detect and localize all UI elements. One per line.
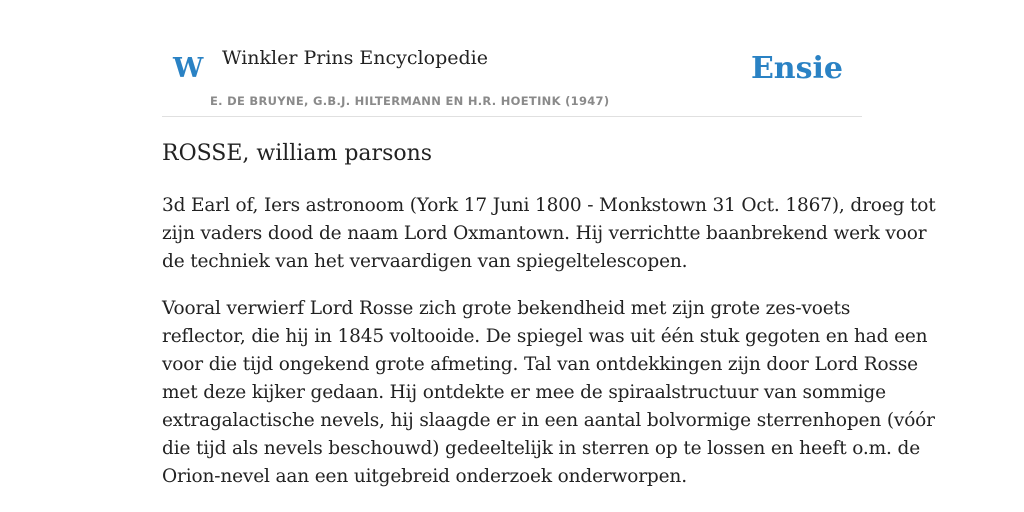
paragraph-line: Vooral verwierf Lord Rosse zich grote bekendheid met zijn grote zes-voets — [162, 298, 851, 319]
paragraph-line: de techniek van het vervaardigen van spiegeltelescopen. — [162, 251, 688, 272]
entry-paragraph-2 — [162, 295, 935, 491]
ensie-brand-logo[interactable]: Ensie — [750, 51, 843, 86]
source-title[interactable]: Winkler Prins Encyclopedie — [222, 47, 488, 69]
paragraph-line: reflector, die hij in 1845 voltooide. De spiegel was uit één stuk gegoten en had een — [162, 326, 928, 347]
source-header — [162, 0, 862, 117]
entry-title: ROSSE, william parsons — [162, 141, 433, 166]
paragraph-line: voor die tijd ongekend grote afmeting. Tal van ontdekkingen zijn door Lord Rosse — [162, 354, 918, 375]
paragraph-line: met deze kijker gedaan. Hij ontdekte er mee de spiraalstructuur van sommige — [162, 382, 886, 403]
entry-paragraph-1 — [162, 192, 936, 276]
paragraph-line: Orion-nevel aan een uitgebreid onderzoek onderworpen. — [162, 466, 687, 487]
winkler-prins-logo[interactable]: W — [173, 53, 204, 84]
paragraph-line: 3d Earl of, Iers astronoom (York 17 Juni 1800 - Monkstown 31 Oct. 1867), droeg tot — [162, 195, 936, 216]
paragraph-line: die tijd als nevels beschouwd) gedeeltelijk in sterren op te lossen en heeft o.m. de — [162, 438, 920, 459]
entry-body — [162, 192, 936, 510]
paragraph-line: extragalactische nevels, hij slaagde er in een aantal bolvormige sterrenhopen (vóór — [162, 410, 935, 431]
source-authors: E. DE BRUYNE, G.B.J. HILTERMANN EN H.R. HOETINK (1947) — [210, 94, 610, 108]
encyclopedia-entry-card — [162, 0, 936, 512]
paragraph-line: zijn vaders dood de naam Lord Oxmantown. Hij verrichtte baanbrekend werk voor — [162, 223, 927, 244]
